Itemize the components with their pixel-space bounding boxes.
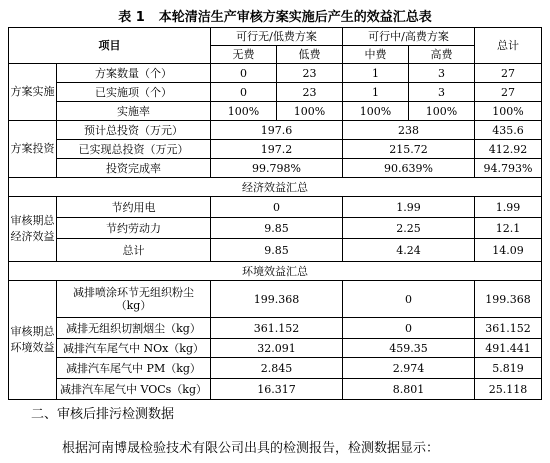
cell: 100% bbox=[409, 102, 475, 121]
cell-total: 361.152 bbox=[475, 318, 542, 339]
cell: 100% bbox=[343, 102, 409, 121]
cell-total: 1.99 bbox=[475, 197, 542, 218]
table-row bbox=[9, 83, 542, 102]
cell: 90.639% bbox=[343, 159, 475, 178]
cell: 9.85 bbox=[211, 218, 343, 239]
row-label: 已实现总投资（万元） bbox=[57, 140, 211, 159]
cell: 99.798% bbox=[211, 159, 343, 178]
cell: 100% bbox=[211, 102, 277, 121]
category-econ: 审核期总经济效益 bbox=[9, 197, 57, 262]
cell-total: 100% bbox=[475, 102, 542, 121]
cell-total: 14.09 bbox=[475, 239, 542, 262]
cell: 197.6 bbox=[211, 121, 343, 140]
cell: 16.317 bbox=[211, 379, 343, 400]
cell: 0 bbox=[343, 281, 475, 318]
cell: 1.99 bbox=[343, 197, 475, 218]
cell-total: 199.368 bbox=[475, 281, 542, 318]
cell: 0 bbox=[211, 197, 343, 218]
row-label: 减排汽车尾气中 PM（kg） bbox=[57, 358, 211, 379]
cell: 2.25 bbox=[343, 218, 475, 239]
cell: 9.85 bbox=[211, 239, 343, 262]
cell-total: 5.819 bbox=[475, 358, 542, 379]
header-group-high-cost: 可行中/高费方案 bbox=[343, 28, 475, 46]
cell: 23 bbox=[277, 64, 343, 83]
header-no-cost: 无费 bbox=[211, 46, 277, 64]
table-row bbox=[9, 358, 542, 379]
row-label: 节约用电 bbox=[57, 197, 211, 218]
cell: 3 bbox=[409, 64, 475, 83]
benefit-summary-table bbox=[8, 27, 542, 400]
table-row bbox=[9, 281, 542, 318]
table-row bbox=[9, 140, 542, 159]
header-item: 项目 bbox=[9, 28, 211, 64]
body-paragraph: 根据河南博晟检验技术有限公司出具的检测报告，检测数据显示： bbox=[62, 441, 440, 456]
row-label: 总计 bbox=[57, 239, 211, 262]
cell: 199.368 bbox=[211, 281, 343, 318]
table-row bbox=[9, 339, 542, 358]
cell: 0 bbox=[343, 318, 475, 339]
table-row bbox=[9, 239, 542, 262]
section-row bbox=[9, 262, 542, 281]
section-heading: 二、审核后排污检测数据 bbox=[31, 407, 175, 422]
cell: 1 bbox=[343, 64, 409, 83]
table-row bbox=[9, 159, 542, 178]
row-label: 已实施项（个） bbox=[57, 83, 211, 102]
table-row bbox=[9, 197, 542, 218]
cell: 197.2 bbox=[211, 140, 343, 159]
cell-total: 94.793% bbox=[475, 159, 542, 178]
cell-total: 27 bbox=[475, 83, 542, 102]
cell: 2.974 bbox=[343, 358, 475, 379]
category-plan-impl: 方案实施 bbox=[9, 64, 57, 121]
cell: 0 bbox=[211, 83, 277, 102]
section-row bbox=[9, 178, 542, 197]
cell: 8.801 bbox=[343, 379, 475, 400]
cell: 100% bbox=[277, 102, 343, 121]
table-caption bbox=[0, 6, 550, 25]
cell: 238 bbox=[343, 121, 475, 140]
row-label: 减排喷涂环节无组织粉尘（kg） bbox=[57, 281, 211, 318]
header-total: 总计 bbox=[475, 28, 542, 64]
cell-total: 27 bbox=[475, 64, 542, 83]
table-row bbox=[9, 64, 542, 83]
cell-total: 435.6 bbox=[475, 121, 542, 140]
row-label: 实施率 bbox=[57, 102, 211, 121]
table-row bbox=[9, 379, 542, 400]
cell-total: 12.1 bbox=[475, 218, 542, 239]
header-low-cost: 低费 bbox=[277, 46, 343, 64]
cell: 3 bbox=[409, 83, 475, 102]
table-row bbox=[9, 218, 542, 239]
cell: 32.091 bbox=[211, 339, 343, 358]
header-row-1 bbox=[9, 28, 542, 46]
row-label: 减排无组织切割烟尘（kg） bbox=[57, 318, 211, 339]
cell: 0 bbox=[211, 64, 277, 83]
table-number: 表 1 bbox=[118, 10, 145, 25]
category-plan-invest: 方案投资 bbox=[9, 121, 57, 178]
section-econ: 经济效益汇总 bbox=[9, 178, 542, 197]
cell: 23 bbox=[277, 83, 343, 102]
table-title: 本轮清洁生产审核方案实施后产生的效益汇总表 bbox=[158, 10, 432, 25]
cell: 4.24 bbox=[343, 239, 475, 262]
row-label: 减排汽车尾气中 NOx（kg） bbox=[57, 339, 211, 358]
cell-total: 25.118 bbox=[475, 379, 542, 400]
table-row bbox=[9, 102, 542, 121]
table-row bbox=[9, 121, 542, 140]
cell: 459.35 bbox=[343, 339, 475, 358]
cell-total: 491.441 bbox=[475, 339, 542, 358]
row-label: 预计总投资（万元） bbox=[57, 121, 211, 140]
table-row bbox=[9, 318, 542, 339]
row-label: 投资完成率 bbox=[57, 159, 211, 178]
row-label: 节约劳动力 bbox=[57, 218, 211, 239]
header-group-low-cost: 可行无/低费方案 bbox=[211, 28, 343, 46]
category-env: 审核期总环境效益 bbox=[9, 281, 57, 400]
cell: 361.152 bbox=[211, 318, 343, 339]
cell: 1 bbox=[343, 83, 409, 102]
header-mid-cost: 中费 bbox=[343, 46, 409, 64]
cell: 2.845 bbox=[211, 358, 343, 379]
row-label: 减排汽车尾气中 VOCs（kg） bbox=[57, 379, 211, 400]
cell: 215.72 bbox=[343, 140, 475, 159]
cell-total: 412.92 bbox=[475, 140, 542, 159]
row-label: 方案数量（个） bbox=[57, 64, 211, 83]
header-high-cost: 高费 bbox=[409, 46, 475, 64]
section-env: 环境效益汇总 bbox=[9, 262, 542, 281]
